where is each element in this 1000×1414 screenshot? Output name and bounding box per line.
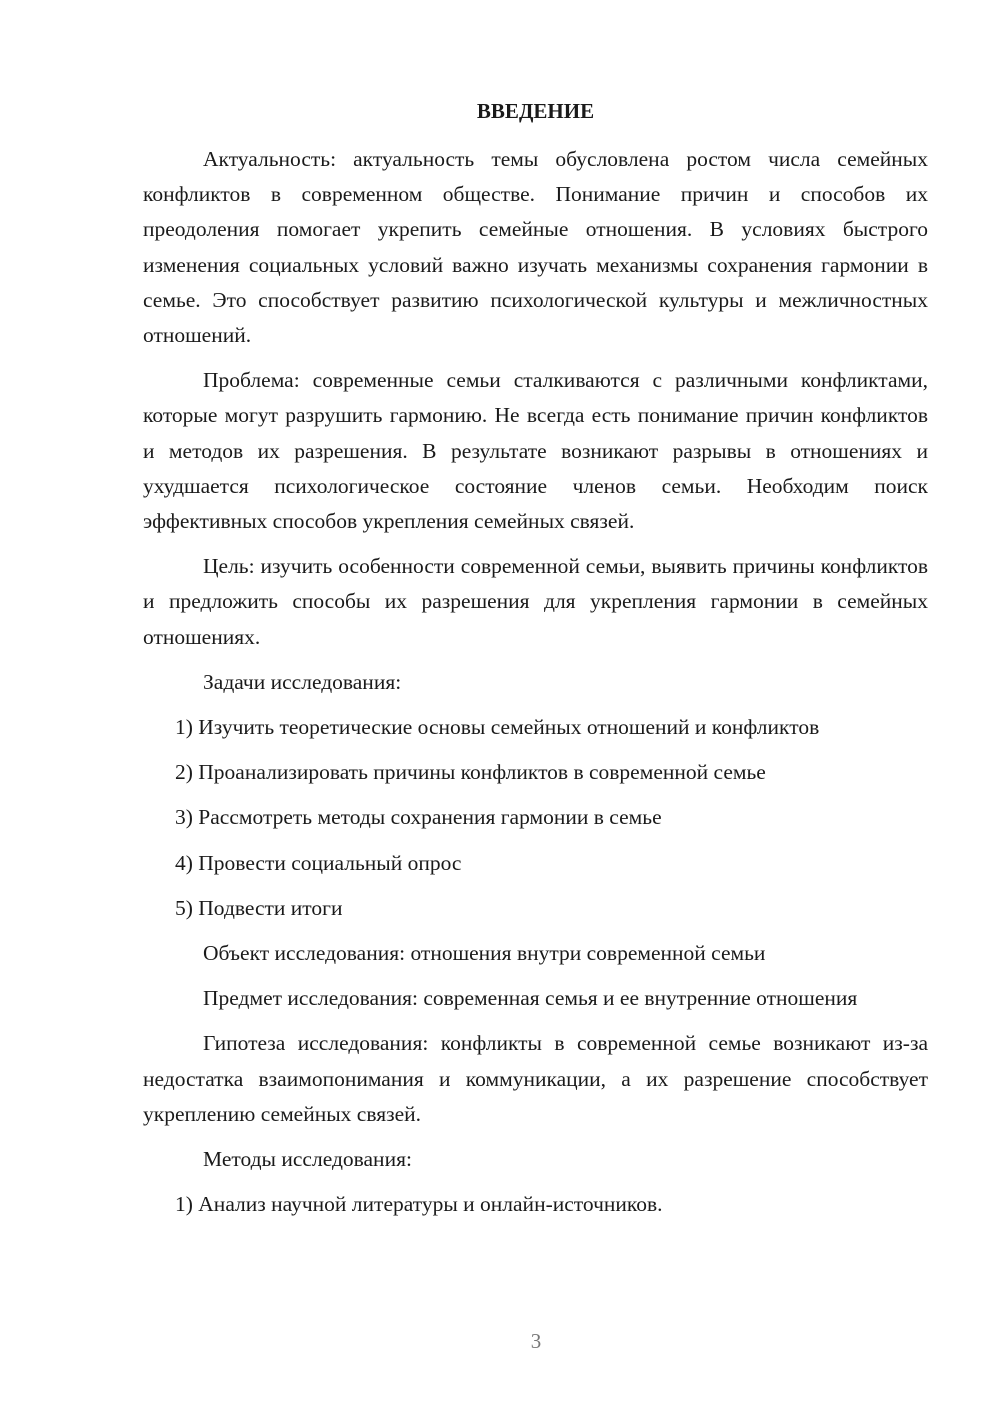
task-item: 5) Подвести итоги bbox=[175, 895, 343, 920]
task-item: 1) Изучить теоретические основы семейных отношений и конфликтов bbox=[175, 715, 820, 740]
tasks-heading: Задачи исследования: bbox=[203, 669, 402, 694]
document-body bbox=[143, 142, 928, 1232]
method-item: 1) Анализ научной литературы и онлайн-источников. bbox=[175, 1192, 663, 1217]
task-item: 4) Провести социальный опрос bbox=[175, 850, 462, 875]
methods-heading: Методы исследования: bbox=[203, 1147, 412, 1172]
hypothesis-paragraph: Гипотеза исследования: конфликты в современной семье возникают из-за недостатка взаимопонимания и коммуникации, а их разрешение способствует укреплению семейных связей. bbox=[143, 1031, 928, 1126]
task-item: 2) Проанализировать причины конфликтов в современной семье bbox=[175, 760, 766, 785]
task-item: 3) Рассмотреть методы сохранения гармонии в семье bbox=[175, 805, 662, 830]
goal-paragraph: Цель: изучить особенности современной семьи, выявить причины конфликтов и предложить способы их разрешения для укрепления гармонии в семейных отношениях. bbox=[143, 554, 928, 649]
page-number: 3 bbox=[530, 1329, 542, 1353]
relevance-paragraph: Актуальность: актуальность темы обусловлена ростом числа семейных конфликтов в современном обществе. Понимание причин и способов их преодоления помогает укрепить семейные отношения. В условиях быстрого изменения социальных условий важно изучать механизмы сохранения гармонии в семье. Это способствует развитию психологической культуры и межличностных отношений. bbox=[143, 147, 928, 348]
subject-paragraph: Предмет исследования: современная семья и ее внутренние отношения bbox=[203, 986, 858, 1011]
object-paragraph: Объект исследования: отношения внутри современной семьи bbox=[203, 941, 766, 966]
section-title: ВВЕДЕНИЕ bbox=[476, 99, 595, 123]
problem-paragraph: Проблема: современные семьи сталкиваются с различными конфликтами, которые могут разрушить гармонию. Не всегда есть понимание причин конфликтов и методов их разрешения. В результате возникают разрывы в отношениях и ухудшается психологическое состояние членов семьи. Необходим поиск эффективных способов укрепления семейных связей. bbox=[143, 368, 928, 534]
